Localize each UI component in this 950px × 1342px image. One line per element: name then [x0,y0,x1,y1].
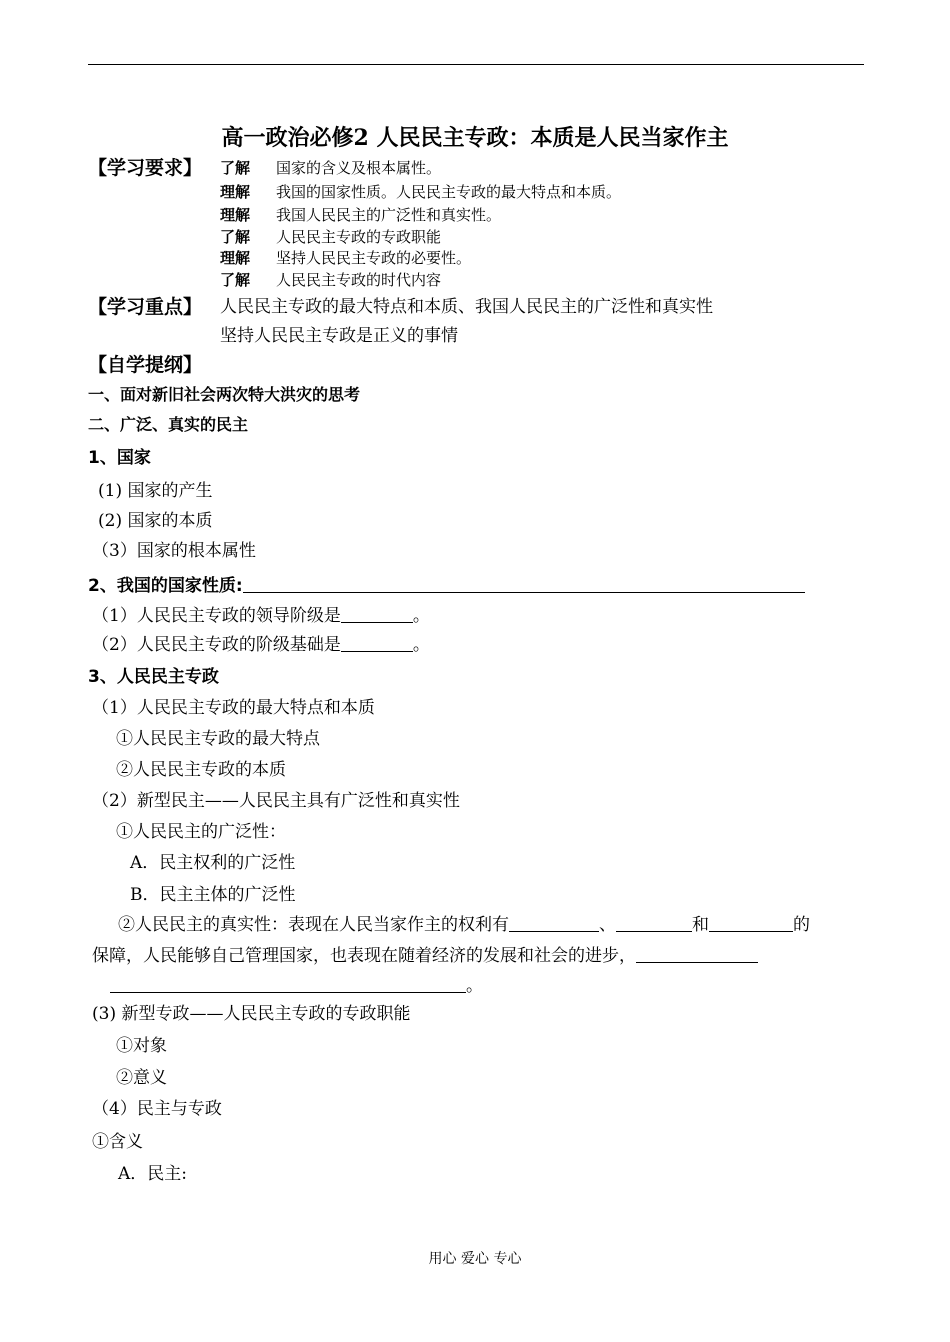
section-2-heading: 二、广泛、真实的民主 [88,415,249,434]
section-1-heading: 一、面对新旧社会两次特大洪灾的思考 [88,385,361,404]
fill-blank[interactable] [509,915,599,932]
item-3-heading: 3、人民民主专政 [88,667,219,687]
fill-blank[interactable] [341,635,413,652]
item-3-3-b: ②意义 [116,1068,167,1088]
item-2-1: （1）人民民主专政的领导阶级是 。 [92,606,430,626]
item-3-2-b-cont: 保障，人民能够自己管理国家，也表现在随着经济的发展和社会的进步， [92,945,758,967]
fill-blank[interactable] [709,915,793,932]
requirement-item: 理解 坚持人民民主专政的必要性。 [220,249,472,267]
item-3-2-a: ①人民民主的广泛性： [116,822,286,842]
item-3-1-b: ②人民民主专政的本质 [116,760,286,780]
requirement-item: 理解 我国的国家性质。人民民主专政的最大特点和本质。 [220,183,622,201]
requirement-item: 了解 人民民主专政的时代内容 [220,271,442,289]
item-3-3-a: ①对象 [116,1036,167,1056]
item-3-1-a: ①人民民主专政的最大特点 [116,729,320,749]
page-title: 高一政治必修2 人民民主专政：本质是人民当家作主 [221,125,729,151]
focus-line-1: 人民民主专政的最大特点和本质、我国人民民主的广泛性和真实性 [220,297,713,317]
item-2-2: （2）人民民主专政的阶级基础是 。 [92,635,430,655]
fill-blank[interactable] [616,915,692,932]
item-1-1: (1) 国家的产生 [98,481,213,501]
item-3-1: （1）人民民主专政的最大特点和本质 [92,698,375,718]
focus-label: 【学习重点】 [88,296,203,318]
item-3-2-a-A: A．民主权利的广泛性 [130,853,296,873]
focus-line-2: 坚持人民民主专政是正义的事情 [220,326,458,346]
fill-blank[interactable] [110,976,466,993]
item-1-3: （3）国家的根本属性 [92,541,256,561]
item-3-2-a-B: B．民主主体的广泛性 [130,885,296,905]
item-1-heading: 1、国家 [88,448,151,468]
item-3-4-a: ①含义 [92,1132,143,1152]
item-3-4-a-A: A．民主: [118,1164,188,1184]
outline-label: 【自学提纲】 [88,354,203,376]
item-3-2-b: ②人民民主的真实性：表现在人民当家作主的权利有 、 和 的 [118,915,810,935]
requirement-item: 了解 人民民主专政的专政职能 [220,228,442,246]
item-3-2: （2）新型民主——人民民主具有广泛性和真实性 [92,791,460,811]
header-rule [88,64,864,65]
requirement-item: 理解 我国人民民主的广泛性和真实性。 [220,206,502,224]
requirement-item: 了解 国家的含义及根本属性。 [220,159,442,177]
item-1-2: (2) 国家的本质 [98,511,213,531]
fill-blank[interactable] [243,576,805,593]
fill-blank[interactable] [341,606,413,623]
item-2-heading: 2、我国的国家性质: [88,575,805,597]
fill-blank[interactable] [636,946,758,963]
item-3-4: （4）民主与专政 [92,1099,222,1119]
page-footer: 用心 爱心 专心 [428,1251,522,1267]
item-3-3: (3) 新型专政——人民民主专政的专政职能 [92,1004,411,1024]
requirements-label: 【学习要求】 [88,157,203,179]
item-3-2-b-end: 。 [110,975,483,997]
